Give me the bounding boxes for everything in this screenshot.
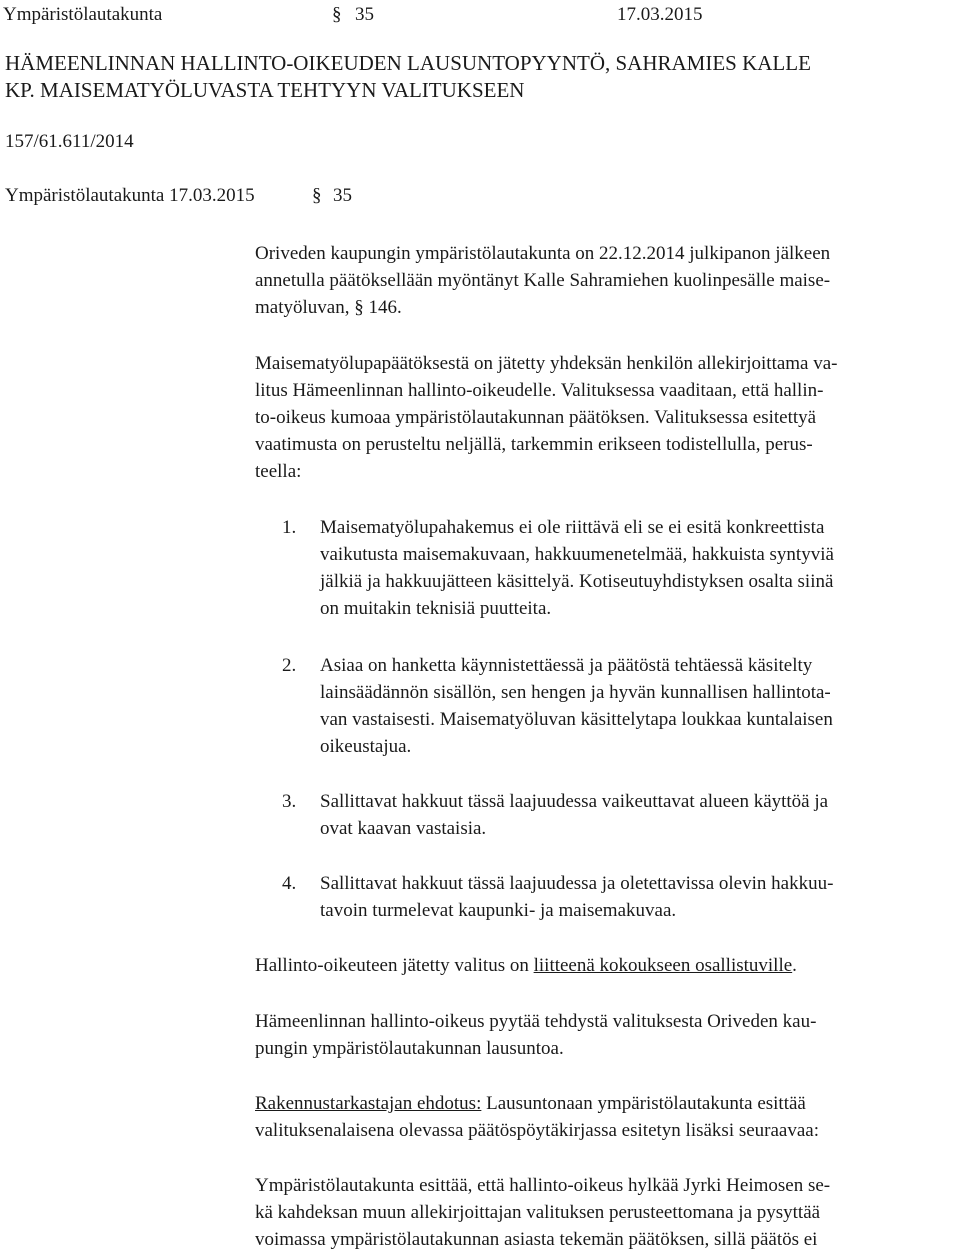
paragraph-line bbox=[255, 1090, 819, 1117]
proposal-label: Rakennustarkastajan ehdotus: bbox=[255, 1093, 482, 1114]
list-item-number: 3. bbox=[282, 791, 297, 812]
paragraph-decision bbox=[255, 240, 830, 321]
paragraph-line: Ympäristölautakunta esittää, että hallinto-oikeus hylkää Jyrki Heimosen se- bbox=[255, 1175, 831, 1196]
list-item-line: Sallittavat hakkuut tässä laajuudessa ja oletettavissa olevin hakkuu- bbox=[320, 873, 834, 894]
paragraph-request bbox=[255, 1008, 816, 1062]
list-item-line: lainsäädännön sisällön, sen hengen ja hyvän kunnallisen hallintota- bbox=[320, 682, 831, 703]
list-item-line: Sallittavat hakkuut tässä laajuudessa vaikeuttavat alueen käyttöä ja bbox=[320, 791, 829, 812]
paragraph-attachment bbox=[255, 952, 797, 979]
header-date: 17.03.2015 bbox=[617, 4, 703, 25]
list-item-line: tavoin turmelevat kaupunki- ja maisemakuvaa. bbox=[320, 900, 677, 921]
list-item-number: 2. bbox=[282, 655, 297, 676]
paragraph-text: Lausuntonaan ympäristölautakunta esittää bbox=[481, 1093, 806, 1114]
paragraph-appeal bbox=[255, 350, 838, 485]
paragraph-text: . bbox=[792, 955, 797, 976]
paragraph-statement bbox=[255, 1172, 830, 1253]
title-line: HÄMEENLINNAN HALLINTO-OIKEUDEN LAUSUNTOPYYNTÖ, SAHRAMIES KALLE bbox=[5, 51, 811, 75]
paragraph-proposal bbox=[255, 1090, 819, 1144]
list-item-body bbox=[320, 514, 834, 622]
paragraph-line: annetulla päätöksellään myöntänyt Kalle Sahramiehen kuolinpesälle maise- bbox=[255, 270, 831, 291]
header-page: 35 bbox=[355, 4, 374, 25]
paragraph-line bbox=[255, 294, 830, 321]
paragraph-line: Maisematyölupapäätöksestä on jätetty yhdeksän henkilön allekirjoittama va- bbox=[255, 353, 838, 374]
list-item-line: Maisematyölupahakemus ei ole riittävä eli se ei esitä konkreettista bbox=[320, 517, 825, 538]
list-item-line: on muitakin teknisiä puutteita. bbox=[320, 598, 552, 619]
list-item-number: 1. bbox=[282, 517, 297, 538]
list-item-body bbox=[320, 870, 833, 924]
paragraph-line: kä kahdeksan muun allekirjoittajan valituksen perusteettomana ja pysyttää bbox=[255, 1202, 821, 1223]
list-item-line: jälkiä ja hakkuujätteen käsittelyä. Kotiseutuyhdistyksen osalta siinä bbox=[320, 571, 834, 592]
list-item-line: Asiaa on hanketta käynnistettäessä ja päätöstä tehtäessä käsitelty bbox=[320, 655, 813, 676]
list-item-body bbox=[320, 652, 833, 760]
paragraph-line: teella: bbox=[255, 461, 302, 482]
list-item-number: 4. bbox=[282, 873, 297, 894]
paragraph-line: pungin ympäristölautakunnan lausuntoa. bbox=[255, 1038, 564, 1059]
header-committee: Ympäristölautakunta bbox=[3, 4, 163, 25]
meeting-committee-date: Ympäristölautakunta 17.03.2015 bbox=[5, 185, 255, 206]
list-item-line: ovat kaavan vastaisia. bbox=[320, 818, 487, 839]
list-item-body bbox=[320, 788, 828, 842]
attachment-link[interactable]: liitteenä kokoukseen osallistuville bbox=[533, 955, 793, 976]
list-item-line: vaikutusta maisemakuvaan, hakkuumenetelmää, hakkuista syntyviä bbox=[320, 544, 834, 565]
paragraph-line: Hämeenlinnan hallinto-oikeus pyytää tehdystä valituksesta Oriveden kau- bbox=[255, 1011, 817, 1032]
paragraph-line bbox=[255, 952, 797, 979]
paragraph-line: Oriveden kaupungin ympäristölautakunta on 22.12.2014 julkipanon jälkeen bbox=[255, 243, 831, 264]
paragraph-line: vaatimusta on perusteltu neljällä, tarkemmin erikseen todistellulla, perus- bbox=[255, 434, 813, 455]
paragraph-text: matyöluvan, bbox=[255, 297, 350, 318]
meeting-section-sign: § bbox=[312, 185, 322, 206]
title-line: KP. MAISEMATYÖLUVASTA TEHTYYN VALITUKSEEN bbox=[5, 78, 525, 102]
paragraph-line: voimassa ympäristölautakunnan asiasta tekemän päätöksen, sillä päätös ei bbox=[255, 1229, 818, 1250]
paragraph-line: valituksenalaisena olevassa päätöspöytäkirjassa esitetyn lisäksi seuraavaa: bbox=[255, 1120, 820, 1141]
paragraph-text: Hallinto-oikeuteen jätetty valitus on bbox=[255, 955, 534, 976]
meeting-section-number: 35 bbox=[333, 185, 352, 206]
header-section-sign: § bbox=[332, 4, 342, 25]
section-sign: § bbox=[354, 297, 364, 318]
section-number: 146. bbox=[368, 297, 402, 318]
reference-number: 157/61.611/2014 bbox=[5, 131, 134, 152]
list-item-line: van vastaisesti. Maisematyöluvan käsittelytapa loukkaa kuntalaisen bbox=[320, 709, 833, 730]
list-item-line: oikeustajua. bbox=[320, 736, 412, 757]
paragraph-line: litus Hämeenlinnan hallinto-oikeudelle. Valituksessa vaaditaan, että hallin- bbox=[255, 380, 824, 401]
paragraph-line: to-oikeus kumoaa ympäristölautakunnan päätöksen. Valituksessa esitettyä bbox=[255, 407, 817, 428]
